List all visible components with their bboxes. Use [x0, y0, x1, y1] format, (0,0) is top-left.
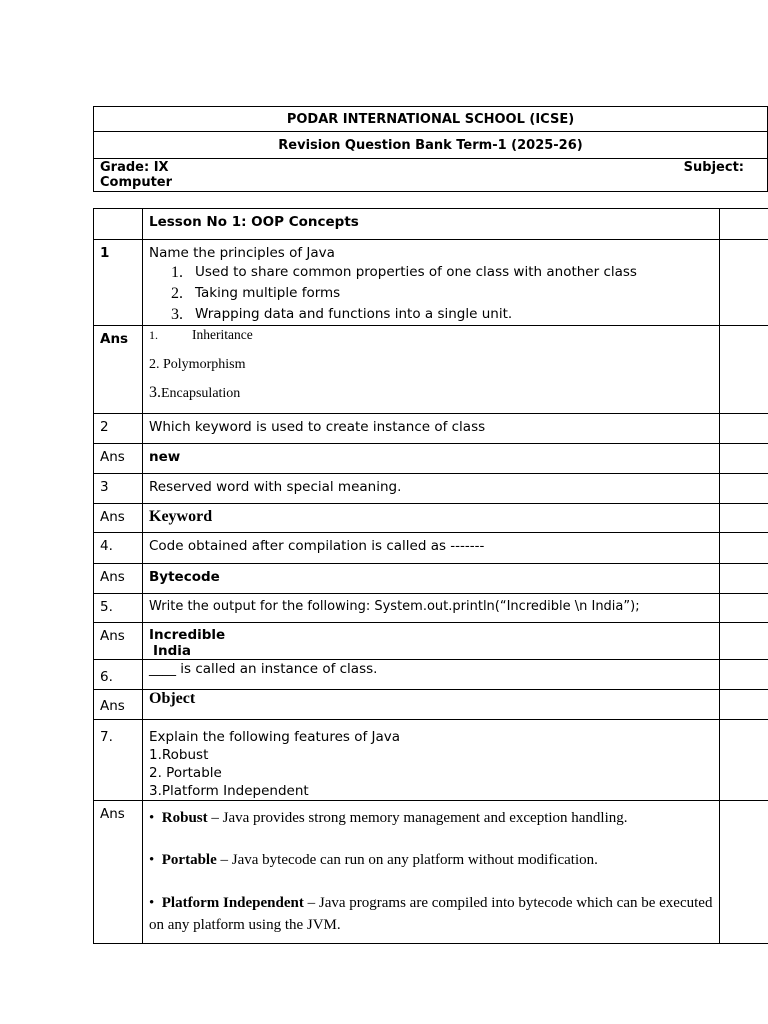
question-number: 3: [94, 474, 143, 504]
question-text: Explain the following features of Java: [149, 729, 401, 745]
header-table: [93, 106, 768, 192]
principles-list: [149, 262, 713, 325]
table-row: [94, 414, 768, 444]
bullet-item: • Platform Independent – Java programs are compiled into bytecode which can be executed on any platform using the JVM.: [149, 895, 713, 933]
school-name: PODAR INTERNATIONAL SCHOOL (ICSE): [94, 107, 768, 132]
bullet-icon: •: [149, 895, 155, 911]
table-row: [94, 533, 768, 564]
feature-item: 1.Robust: [149, 747, 209, 763]
question-table: [93, 208, 768, 944]
question-number: 5.: [94, 594, 143, 623]
grade-subject-cell: [94, 159, 768, 192]
subject-value: Computer: [100, 175, 173, 190]
table-row: [94, 564, 768, 594]
table-row: [94, 504, 768, 533]
feature-item: 2. Portable: [149, 765, 222, 781]
question-cell: [143, 240, 720, 326]
answer-label: Ans: [94, 444, 143, 474]
answer-label: Ans: [94, 326, 143, 414]
table-row: [94, 801, 768, 944]
question-number: 1: [94, 240, 143, 326]
table-row: [94, 240, 768, 326]
answer-label: Ans: [94, 623, 143, 660]
table-row: [94, 623, 768, 660]
answer-text: Keyword: [143, 504, 720, 533]
feature-item: 3.Platform Independent: [149, 783, 309, 799]
answer-cell: [143, 623, 720, 660]
answer-cell: 1. Inheritance 2. Polymorphism 3.Encapsulation: [143, 326, 720, 414]
bullet-item: • Portable – Java bytecode can run on any platform without modification.: [149, 852, 598, 868]
question-text: ____ is called an instance of class.: [143, 660, 720, 690]
list-item: 3. Wrapping data and functions into a single unit.: [171, 306, 513, 323]
answer-line: Incredible: [149, 627, 226, 643]
answer-label: Ans: [94, 690, 143, 720]
question-text: Reserved word with special meaning.: [143, 474, 720, 504]
answer-text: new: [143, 444, 720, 474]
answer-text: Object: [143, 690, 720, 720]
bullet-item: • Robust – Java provides strong memory management and exception handling.: [149, 810, 628, 826]
question-cell: [143, 720, 720, 801]
table-row: [94, 444, 768, 474]
answer-label: Ans: [94, 564, 143, 594]
answer-label: Ans: [94, 504, 143, 533]
table-row: [94, 720, 768, 801]
bullet-icon: •: [149, 852, 155, 868]
lesson-title: Lesson No 1: OOP Concepts: [143, 209, 720, 240]
question-text: Write the output for the following: System.out.println(“Incredible \n India”);: [143, 594, 720, 623]
answer-line: India: [153, 643, 192, 659]
subject-label: Subject:: [683, 160, 744, 175]
question-number: 2: [94, 414, 143, 444]
question-number: 6.: [94, 660, 143, 690]
bullet-icon: •: [149, 810, 155, 826]
table-row: [94, 690, 768, 720]
lesson-row: [94, 209, 768, 240]
table-row: [94, 594, 768, 623]
question-text: Name the principles of Java: [149, 245, 335, 261]
question-text: Which keyword is used to create instance of class: [143, 414, 720, 444]
answer-text: Bytecode: [143, 564, 720, 594]
document-title: Revision Question Bank Term-1 (2025-26): [94, 132, 768, 159]
table-row: [94, 660, 768, 690]
table-row: [94, 474, 768, 504]
question-number: 7.: [94, 720, 143, 801]
question-text: Code obtained after compilation is called as -------: [143, 533, 720, 564]
table-row: [94, 326, 768, 414]
list-item: 2. Taking multiple forms: [171, 285, 341, 302]
answer-cell: [143, 801, 720, 944]
list-item: 1. Used to share common properties of one class with another class: [171, 264, 637, 281]
grade-label: Grade: IX: [100, 160, 169, 175]
answer-label: Ans: [94, 801, 143, 944]
question-number: 4.: [94, 533, 143, 564]
